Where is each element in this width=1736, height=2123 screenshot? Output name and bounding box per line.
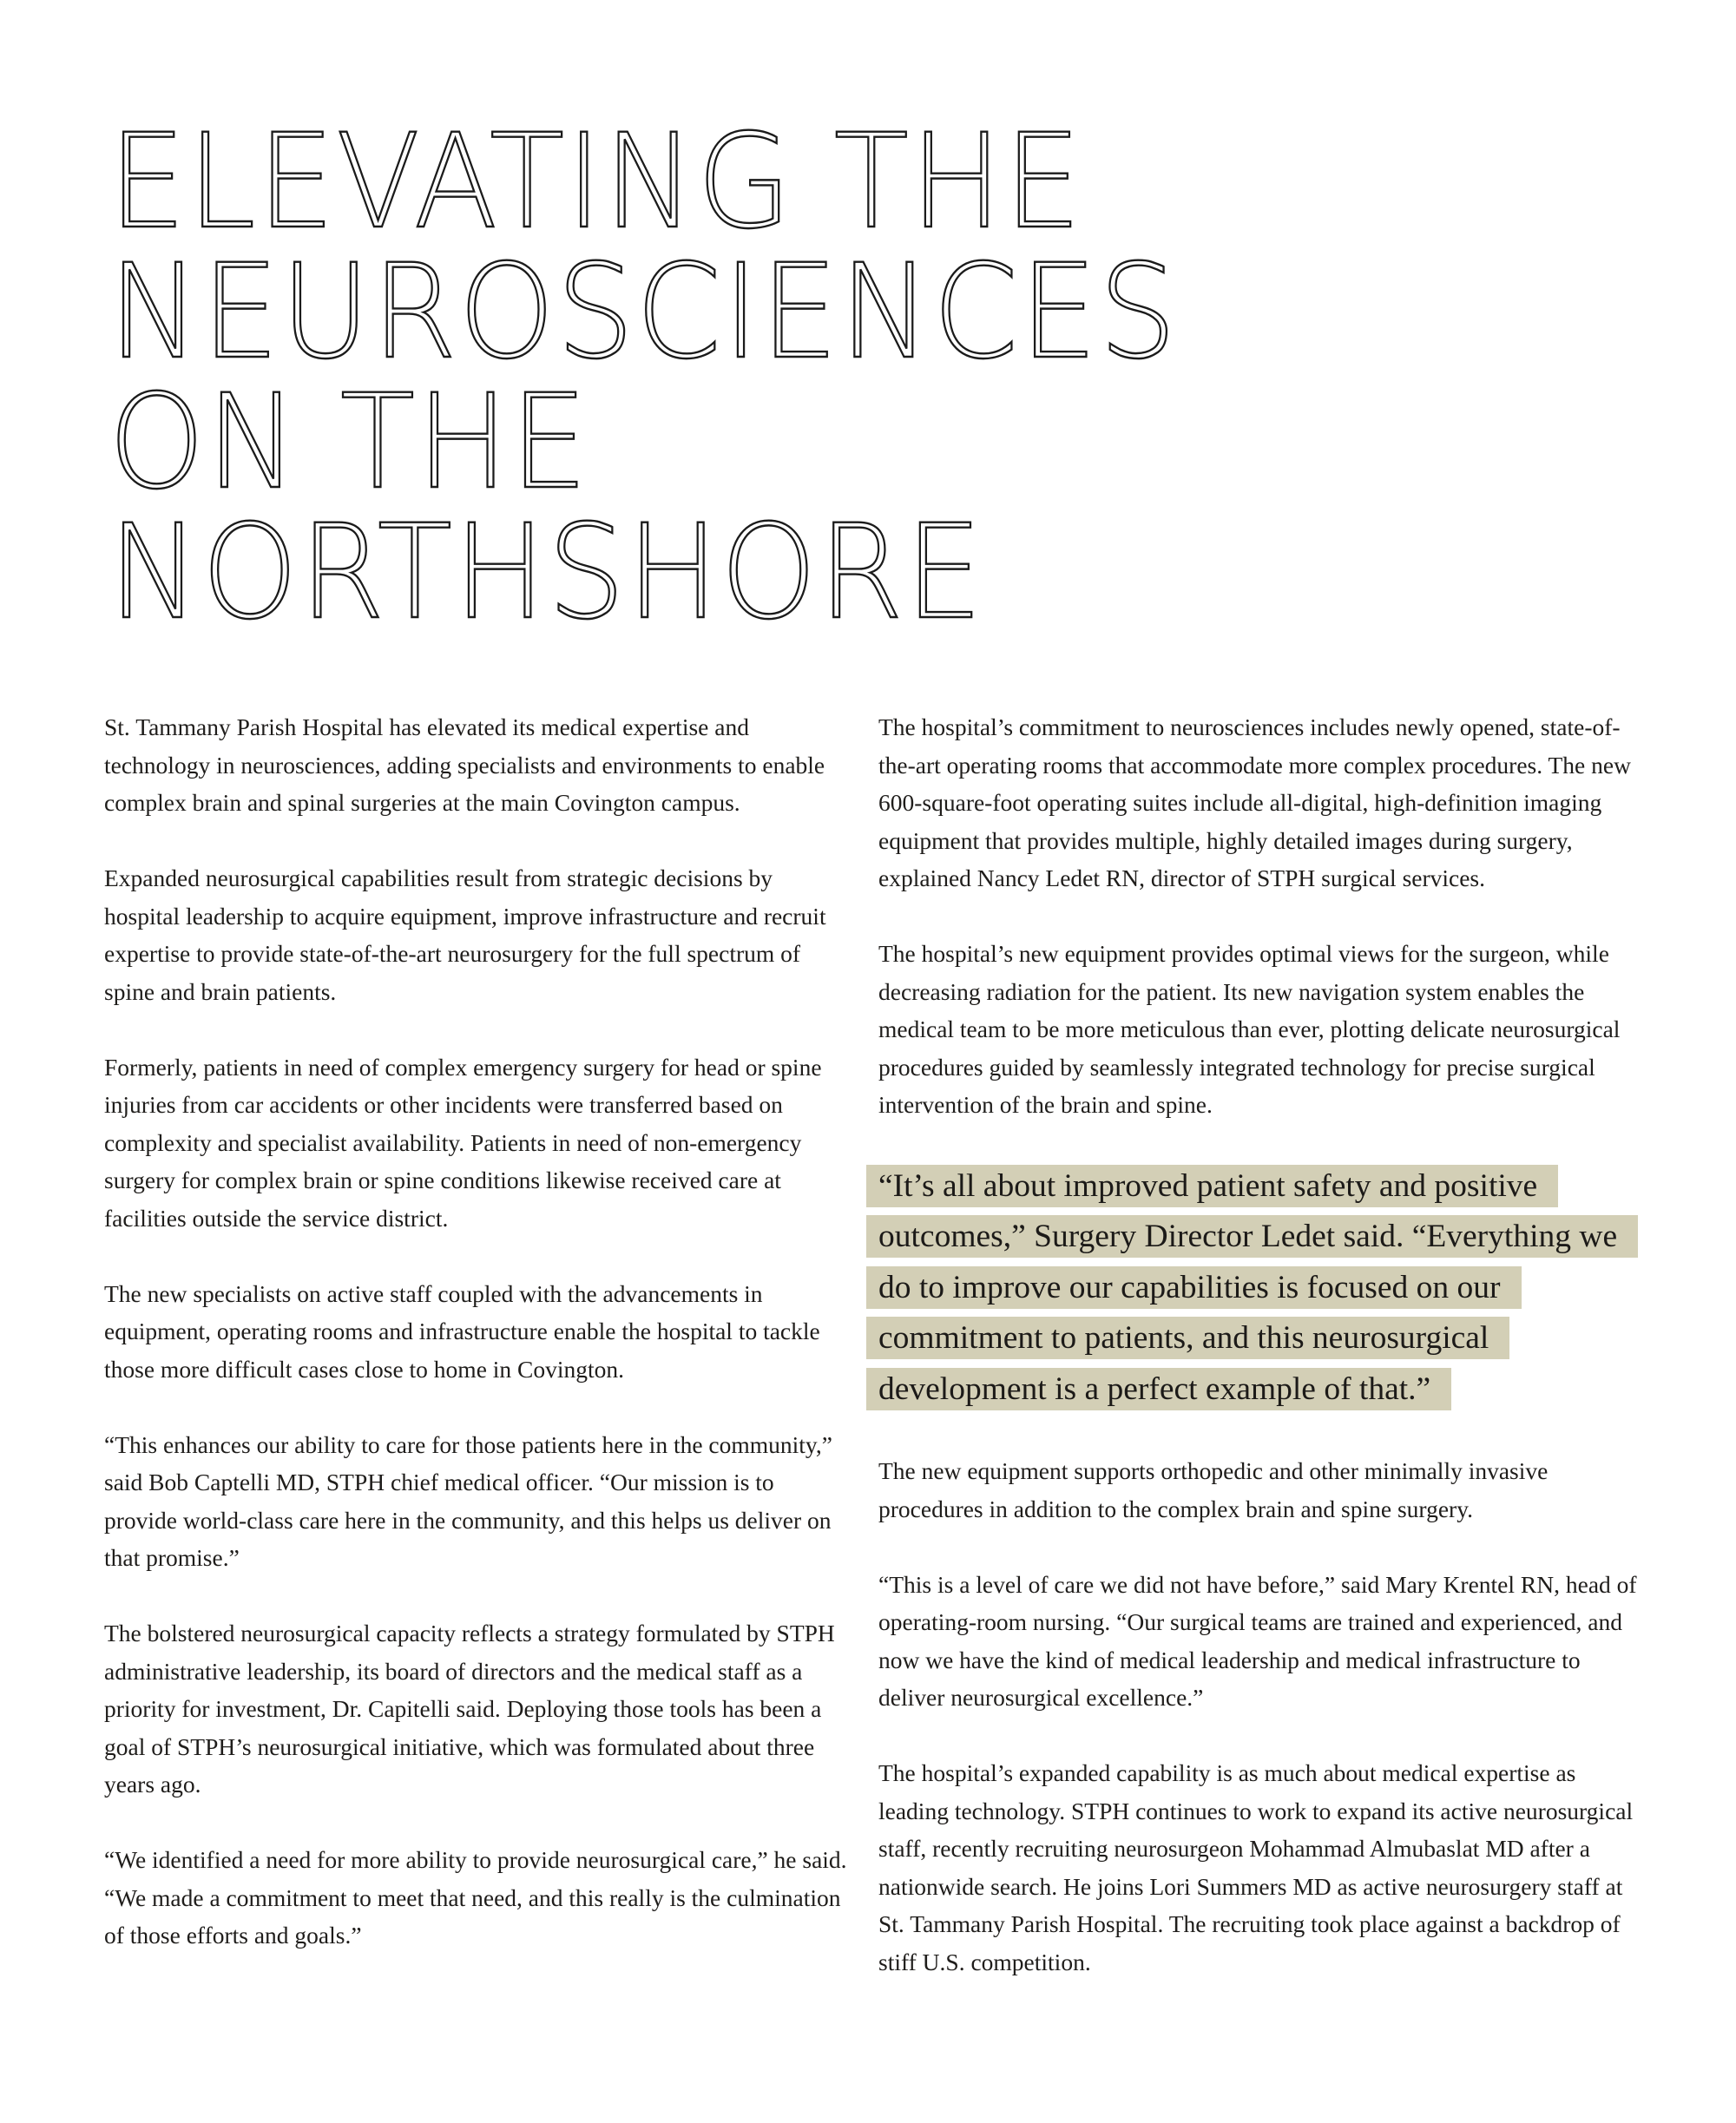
pull-quote-text: “It’s all about improved patient safety and positive outcomes,” Surgery Director Ledet said. “Everything we do to improve our capabilities is focused on our commitment to patients, and this neurosurgical development is a perfect example of that.” bbox=[866, 1165, 1638, 1410]
paragraph-intro: St. Tammany Parish Hospital has elevated its medical expertise and technology in neurosciences, adding specialists and environments to enable complex brain and spinal surgeries at the main Covington campus. bbox=[104, 713, 825, 816]
paragraph-captelli-quote: “This enhances our ability to care for those patients here in the community,” said Bob Captelli MD, STPH chief medical officer. “Our mission is to provide world-class care here in the community, and this helps us deliver on that promise.” bbox=[104, 1430, 832, 1571]
title-line-3: ON THE bbox=[108, 367, 589, 518]
paragraph-expertise: The hospital’s expanded capability is as much about medical expertise as leading technology. STPH continues to work to expand its active neurosurgical staff, recently recruiting neurosurgeon Mohammad Almubaslat MD after a nationwide search. He joins Lori Summers MD as active neurosurgery staff at St. Tammany Parish Hospital. The recruiting took place against a backdrop of stiff U.S. competition. bbox=[878, 1759, 1634, 1975]
paragraph-formerly: Formerly, patients in need of complex emergency surgery for head or spine injuries from car accidents or other incidents were transferred based on complexity and specialist availability. Patients in need of non-emergency surgery for complex brain or spine conditions likewise received care at facilities outside the service district. bbox=[104, 1053, 822, 1232]
right-column bbox=[878, 708, 1642, 2019]
paragraph-new-equipment: The hospital’s new equipment provides optimal views for the surgeon, while decreasing radiation for the patient. Its new navigation system enables the medical team to be more meticulous than ever, plotting delicate neurosurgical procedures guided by seamlessly integrated technology for precise surgical intervention of the brain and spine. bbox=[878, 940, 1621, 1118]
title-line-4: NORTHSHORE bbox=[108, 497, 984, 648]
paragraph-operating-rooms: The hospital’s commitment to neurosciences includes newly opened, state-of-the-art operating rooms that accommodate more complex procedures. The new 600-square-foot operating suites include all-digital, high-definition imaging equipment that provides multiple, highly detailed images during surgery, explained Nancy Ledet RN, director of STPH surgical services. bbox=[878, 713, 1631, 891]
paragraph-orthopedic: The new equipment supports orthopedic and other minimally invasive procedures in addition to the complex brain and spine surgery. bbox=[878, 1457, 1549, 1522]
paragraph-strategy: The bolstered neurosurgical capacity reflects a strategy formulated by STPH administrative leadership, its board of directors and the medical staff as a priority for investment, Dr. Capitelli said. Deploying those tools has been a goal of STPH’s neurosurgical initiative, which was formulated about three years ago. bbox=[104, 1620, 835, 1798]
title-line-2: NEUROSCIENCES bbox=[108, 237, 1179, 388]
article-title bbox=[108, 107, 1179, 648]
paragraph-krentel-quote: “This is a level of care we did not have before,” said Mary Krentel RN, head of operating-room nursing. “Our surgical teams are trained and experienced, and now we have the kind of medical leadership and medical infrastructure to deliver neurosurgical excellence.” bbox=[878, 1570, 1637, 1712]
title-line-1: ELEVATING THE bbox=[108, 107, 1083, 258]
pull-quote bbox=[866, 1161, 1642, 1415]
left-column bbox=[104, 708, 851, 1992]
paragraph-new-specialists: The new specialists on active staff coupled with the advancements in equipment, operating rooms and infrastructure enable the hospital to tackle those more difficult cases close to home in Covington. bbox=[104, 1279, 820, 1383]
paragraph-identified-need: “We identified a need for more ability to provide neurosurgical care,” he said. “We made a commitment to meet that need, and this really is the culmination of those efforts and goals.” bbox=[104, 1846, 847, 1949]
paragraph-capabilities: Expanded neurosurgical capabilities result from strategic decisions by hospital leadership to acquire equipment, improve infrastructure and recruit expertise to provide state-of-the-art neurosurgery for the full spectrum of spine and brain patients. bbox=[104, 864, 826, 1005]
